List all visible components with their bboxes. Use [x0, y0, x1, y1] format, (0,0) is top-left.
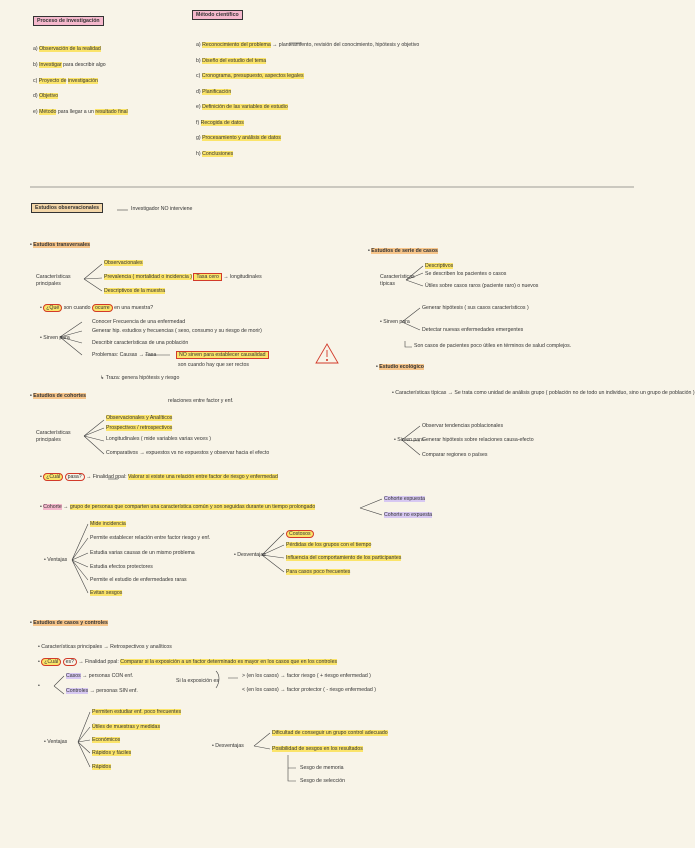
ventaja-item: Rápidos — [92, 764, 112, 770]
desventaja-item: Influencia del comportamiento de los participantes — [286, 555, 402, 561]
cohortes-title: • Estudios de cohortes — [30, 393, 87, 399]
ecologico-title: • Estudio ecológico — [376, 364, 424, 370]
list-item: a) Observación de la realidad — [33, 46, 101, 52]
desventaja-item: Sesgo de selección — [300, 778, 345, 784]
carac-item: Longitudinales ( mide variables varias veces ) — [106, 436, 211, 442]
cohorte-tag: Cohorte no expuesta — [384, 512, 433, 518]
carac-item: Observacionales y Analíticos — [106, 415, 173, 421]
exposicion-menor: < (en los casos) → factor protector ( - riesgo enfermedad ) — [242, 687, 376, 693]
series-title: • Estudios de serie de casos — [368, 248, 438, 254]
carac-item: Prevalencia ( mortalidad o incidencia ) Tasa cero → longitudinales — [104, 274, 262, 280]
cohorte-tag: Cohorte expuesta — [384, 496, 425, 502]
cohortes-question: • ¿Cuál pasa? → Finalidad ppal: Valorar si existe una relación entre factor de riesgo y enfermedad — [40, 474, 278, 480]
list-item: d) Planificación — [196, 88, 232, 95]
sirven-item: Problemas: Causas → Tasa — [92, 352, 157, 358]
list-item: e) Método para llegar a un resultado final — [33, 109, 128, 116]
cohortes-desventajas-label: • Desventajas — [234, 552, 266, 558]
carac-item: Comparativos → expuestos vs no expuestos y observar hacia el efecto — [106, 450, 270, 456]
list-item: d) Objetivo — [33, 93, 59, 100]
sirven-item: Generar hip. estudios y frecuencias ( sexo, consumo y su riesgo de morir) — [92, 328, 262, 334]
bullet: • — [38, 683, 40, 689]
observacionales-note: Investigador NO interviene — [131, 206, 193, 212]
casos-desventajas-label: • Desventajas — [212, 743, 244, 749]
transversales-sirven-label: • Sirven para — [40, 335, 70, 341]
list-item: e) Definición de las variables de estudio — [196, 104, 288, 110]
carac-item: Descriptivos — [425, 263, 454, 269]
ventaja-item: Permite establecer relación entre factor riesgo y enf. — [90, 535, 211, 541]
series-note: Son casos de pacientes poco útiles en términos de salud complejos. — [414, 343, 572, 349]
carac-item: Útiles sobre casos raros (paciente raro) o nuevos — [425, 283, 539, 289]
metodo-title: Método científico — [192, 10, 243, 20]
desventaja-item: Dificultad de conseguir un grupo control adecuado — [272, 730, 388, 736]
ventaja-item: Económicos — [92, 737, 121, 743]
cohortes-carac-label: Características principales — [36, 430, 71, 443]
proceso-title: Proceso de investigación — [33, 16, 104, 26]
desventaja-item: Sesgo de memoria — [300, 765, 344, 771]
casos-controles-title: • Estudios de casos y controles — [30, 620, 108, 626]
series-sirven-label: • Sirven para — [380, 319, 410, 325]
ventaja-item: Evitan sesgos — [90, 590, 123, 596]
ecologico-carac: • Características típicas → Se trata como unidad de análisis grupo ( población no de todo un individuo, sino un grupo de población ) — [392, 390, 695, 396]
sirven-item: Conocer Frecuencia de una enfermedad — [92, 319, 186, 325]
controles-def: Controles → personas SIN enf. — [66, 688, 138, 694]
ventaja-item: Rápidos y fáciles — [92, 750, 132, 756]
carac-item: Se describen los pacientes o casos — [425, 271, 507, 277]
metodo-list — [196, 38, 419, 162]
desventaja-item: Costosos — [286, 530, 314, 538]
observacionales-title: Estudios observacionales — [31, 203, 103, 213]
casos-ventajas-label: • Ventajas — [44, 739, 68, 745]
carac-item: Descriptivos de la muestra — [104, 288, 166, 294]
sirven-item: Generar hipótesis sobre relaciones causa-efecto — [422, 437, 534, 443]
transversales-carac-label: Características principales — [36, 274, 71, 287]
transversales-title: • Estudios transversales — [30, 242, 91, 248]
desventaja-item: Pérdidas de los grupos con el tiempo — [286, 542, 372, 548]
carac-item: Observacionales — [104, 260, 143, 266]
casos-def: Casos → personas CON enf. — [66, 673, 134, 679]
problema-note: son cuando hay que ser rectos — [178, 362, 249, 368]
desventaja-item: Para casos poco frecuentes — [286, 569, 351, 575]
problema-box: NO sirven para establecer causalidad — [176, 351, 269, 359]
list-item: b) Investigar para describir algo — [33, 61, 106, 68]
sirven-item: Observar tendencias poblacionales — [422, 423, 504, 429]
traza-note: ↳ Traza: genera hipótesis y riesgo — [100, 375, 180, 381]
list-item: a) Reconocimiento del problema → planteamiento, revisión del conocimiento, hipótesis y objetivo — [196, 42, 420, 48]
carac-item: Prospectivos / retrospectivos — [106, 425, 173, 431]
cohortes-note-top: relaciones entre factor y enf. — [168, 398, 234, 404]
ventaja-item: Estudia efectos protectores — [90, 564, 153, 570]
list-item: b) Diseño del estudio del tema — [196, 57, 267, 64]
ventaja-item: Estudia varias causas de un mismo problema — [90, 550, 195, 556]
list-item: c) Cronograma, presupuesto, aspectos legales — [196, 73, 304, 79]
ventaja-item: Mide incidencia — [90, 521, 126, 527]
sirven-item: Comparar regiones o países — [422, 452, 488, 458]
desventaja-item: Posibilidad de sesgos en los resultados — [272, 746, 363, 752]
cohortes-ventajas-label: • Ventajas — [44, 557, 68, 563]
proceso-list — [33, 42, 128, 121]
sirven-item: Generar hipótesis ( sus casos característicos ) — [422, 305, 529, 311]
series-carac-label: Características típicas — [380, 274, 415, 287]
exposicion-mayor: > (en los casos) → factor riesgo ( + riesgo enfermedad ) — [242, 673, 371, 679]
list-item: f) Recogida de datos — [196, 119, 244, 126]
list-item: c) Proyecto de investigación — [33, 77, 98, 84]
exposicion-label: Si la exposición es — [176, 678, 219, 684]
list-item: g) Procesamiento y análisis de datos — [196, 135, 281, 141]
cohorte-def: • Cohorte → grupo de personas que comparten una característica común y son seguidas durante un tiempo prolongado — [40, 504, 316, 510]
warning-icon — [316, 344, 338, 363]
ecologico-sirven-label: • Sirven para — [394, 437, 424, 443]
ventaja-item: Útiles de muestras y medidas — [92, 724, 161, 730]
ventaja-item: Permiten estudiar enf. poco frecuentes — [92, 709, 182, 715]
casos-controles-question: • ¿Cuál es? → Finalidad ppal: Comparar si la exposición a un factor determinado es mayor en los casos que en los controles — [38, 659, 338, 665]
casos-controles-carac: • Características principales → Retrospectivos y analíticos — [38, 644, 172, 650]
sirven-item: Describir características de una población — [92, 340, 189, 346]
transversales-question: • ¿Qué son cuando ocurre en una muestra? — [40, 305, 154, 311]
sirven-item: Detectar nuevas enfermedades emergentes — [422, 327, 524, 333]
list-item: h) Conclusiones — [196, 150, 234, 157]
ventaja-item: Permite el estudio de enfermedades raras — [90, 577, 187, 583]
